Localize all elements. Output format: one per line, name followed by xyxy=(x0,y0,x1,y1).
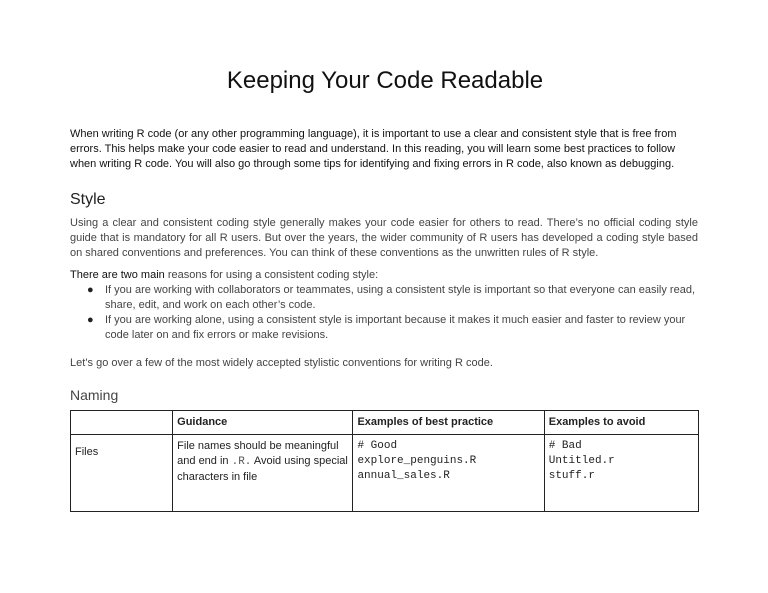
reasons-intro-lead: There are two main xyxy=(70,269,165,281)
style-heading: Style xyxy=(70,191,106,208)
conventions-paragraph: Let’s go over a few of the most widely accepted stylistic conventions for writing R code. xyxy=(70,357,493,369)
guidance-code: .R. xyxy=(231,456,252,468)
row-guidance xyxy=(173,435,353,512)
page-title: Keeping Your Code Readable xyxy=(226,67,544,94)
bullet-icon: ● xyxy=(87,284,94,296)
reasons-intro xyxy=(70,268,378,283)
row-good-examples xyxy=(353,435,544,512)
code-line: explore_penguins.R xyxy=(357,455,477,467)
code-line: Untitled.r xyxy=(548,455,615,467)
naming-table xyxy=(70,410,699,512)
code-line: stuff.r xyxy=(548,470,595,482)
header-to-avoid: Examples to avoid xyxy=(544,411,698,435)
header-empty xyxy=(71,411,173,435)
table-header-row xyxy=(71,411,699,435)
row-category: Files xyxy=(71,435,173,512)
code-line: # Bad xyxy=(548,440,582,452)
guidance-text-before: File names should be meaningful and end in xyxy=(177,440,339,467)
reason-text: If you are working with collaborators or teammates, using a consistent style is important so that everyone can easily read, share, edit, and work on each other’s code. xyxy=(105,284,696,311)
guidance-text-after: Avoid using special characters in file xyxy=(177,455,348,483)
reason-text: If you are working alone, using a consistent style is important because it makes it much easier and faster to review your code later on and fix errors or make revisions. xyxy=(105,314,686,341)
reasons-intro-rest: reasons for using a consistent coding style: xyxy=(164,269,379,281)
naming-heading: Naming xyxy=(70,387,119,403)
code-line: annual_sales.R xyxy=(357,470,450,482)
style-paragraph: Using a clear and consistent coding style generally makes your code easier for others to read. There’s no official coding style guide that is mandatory for all R users. But over the years, the wider community of R users has developed a coding style based on shared conventions and preferences. You can think of these conventions as the unwritten rules of R style. xyxy=(70,217,698,259)
header-guidance: Guidance xyxy=(173,411,353,435)
header-best-practice: Examples of best practice xyxy=(353,411,544,435)
row-bad-examples xyxy=(544,435,698,512)
list-item xyxy=(70,313,698,343)
reasons-list xyxy=(70,283,698,343)
bullet-icon: ● xyxy=(87,314,94,326)
table-row xyxy=(71,435,699,512)
list-item xyxy=(70,283,698,313)
code-line: # Good xyxy=(357,440,398,452)
intro-paragraph: When writing R code (or any other programming language), it is important to use a clear and consistent style that is free from errors. This helps make your code easier to read and understand. In this reading, you will learn some best practices to follow when writing R code. You will also go through some tips for identifying and fixing errors in R code, also known as debugging. xyxy=(70,128,677,170)
